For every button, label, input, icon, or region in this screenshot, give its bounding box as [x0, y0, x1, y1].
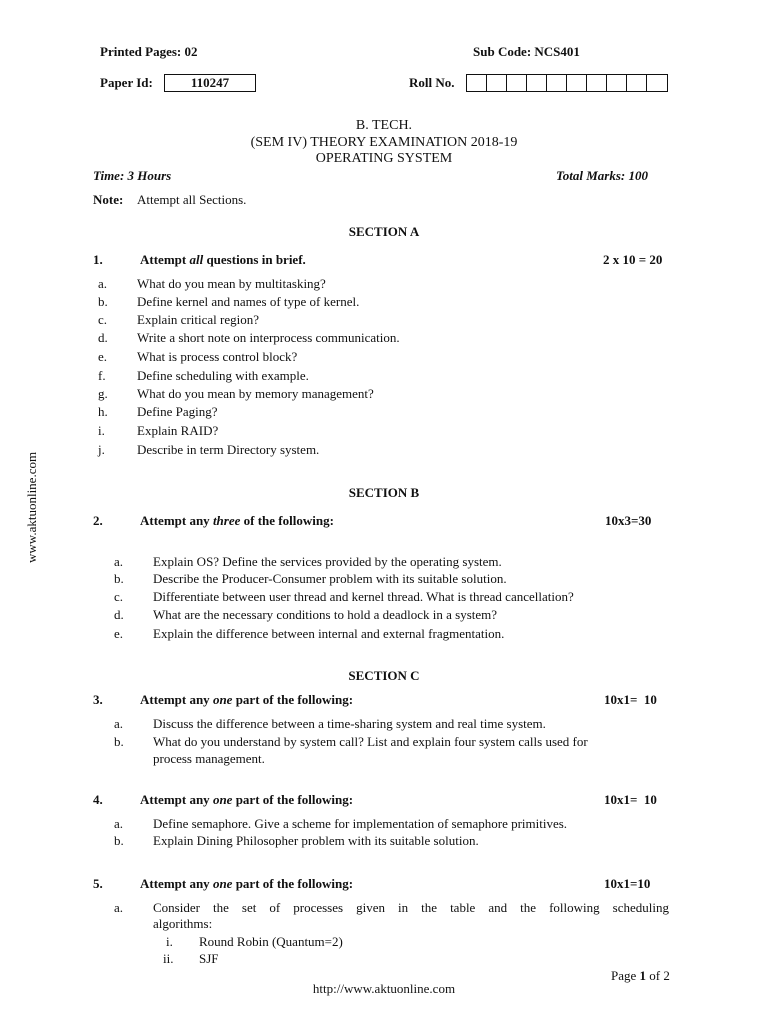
item-letter: i.: [98, 423, 105, 438]
sub-item: SJF: [199, 951, 219, 966]
paper-id-label: Paper Id:: [100, 75, 153, 90]
title-degree: B. TECH.: [355, 118, 413, 133]
item-letter: a.: [114, 816, 124, 831]
title-exam: (SEM IV) THEORY EXAMINATION 2018-19: [250, 135, 518, 150]
item-letter: b.: [98, 294, 108, 309]
q5-marks: 10x1=10: [604, 876, 651, 891]
question-item: What are the necessary conditions to hold a deadlock in a system?: [153, 607, 498, 622]
question-item: Describe in term Directory system.: [137, 442, 320, 457]
question-item: What do you mean by multitasking?: [137, 276, 326, 291]
roll-cell: [487, 75, 507, 91]
q2-number: 2.: [93, 513, 103, 528]
q3-number: 3.: [93, 692, 103, 707]
item-letter: b.: [114, 571, 124, 586]
paper-id-box: 110247: [164, 74, 256, 92]
title-subject: OPERATING SYSTEM: [315, 151, 453, 166]
q5-number: 5.: [93, 876, 103, 891]
q3-instruction: Attempt any one part of the following:: [140, 692, 354, 707]
q5-instruction: Attempt any one part of the following:: [140, 876, 354, 891]
q1-instruction: Attempt all questions in brief.: [140, 252, 306, 267]
roll-cell: [607, 75, 627, 91]
item-letter: a.: [98, 276, 108, 291]
item-letter: b.: [114, 734, 124, 749]
item-letter: f.: [98, 368, 106, 383]
question-item: What do you mean by memory management?: [137, 386, 374, 401]
q2-marks: 10x3=30: [605, 513, 652, 528]
roll-cell: [567, 75, 587, 91]
question-item: Explain critical region?: [137, 312, 260, 327]
question-item: Explain Dining Philosopher problem with its suitable solution.: [153, 833, 479, 848]
section-b-heading: SECTION B: [348, 485, 420, 500]
item-letter: e.: [98, 349, 108, 364]
question-item: Define Paging?: [137, 404, 218, 419]
roll-cell: [647, 75, 667, 91]
q1-marks: 2 x 10 = 20: [603, 252, 663, 267]
item-letter: e.: [114, 626, 124, 641]
footer-url[interactable]: http://www.aktuonline.com: [312, 981, 456, 996]
page-number: Page 1 of 2: [611, 968, 670, 983]
time-allowed: Time: 3 Hours: [93, 168, 172, 183]
item-letter: d.: [98, 330, 108, 345]
roll-no-label: Roll No.: [409, 75, 455, 90]
q1-number: 1.: [93, 252, 103, 267]
question-item: Explain the difference between internal and external fragmentation.: [153, 626, 505, 641]
item-letter: c.: [114, 589, 124, 604]
sub-item: Round Robin (Quantum=2): [199, 934, 343, 949]
section-a-heading: SECTION A: [348, 224, 420, 239]
item-letter: c.: [98, 312, 108, 327]
note-text: Attempt all Sections.: [137, 192, 247, 207]
q3-marks: 10x1= 10: [604, 692, 657, 707]
question-item: Discuss the difference between a time-sharing system and real time system.: [153, 716, 546, 731]
roll-cell: [467, 75, 487, 91]
item-letter: j.: [98, 442, 105, 457]
total-marks: Total Marks: 100: [556, 168, 648, 183]
q4-number: 4.: [93, 792, 103, 807]
side-watermark: www.aktuonline.com: [24, 451, 39, 563]
note-label: Note:: [93, 192, 124, 207]
roll-cell: [627, 75, 647, 91]
question-item: Consider the set of processes given in the table and the following scheduling: [153, 900, 669, 915]
q4-instruction: Attempt any one part of the following:: [140, 792, 354, 807]
q4-marks: 10x1= 10: [604, 792, 657, 807]
roll-cell: [587, 75, 607, 91]
roll-cell: [547, 75, 567, 91]
section-c-heading: SECTION C: [348, 668, 420, 683]
question-item: Define scheduling with example.: [137, 368, 309, 383]
roll-cell: [507, 75, 527, 91]
sub-item-number: i.: [166, 934, 173, 949]
question-item: Differentiate between user thread and kernel thread. What is thread cancellation?: [153, 589, 574, 604]
item-letter: a.: [114, 554, 124, 569]
question-item: What do you understand by system call? List and explain four system calls used for: [153, 734, 588, 749]
q2-instruction: Attempt any three of the following:: [140, 513, 334, 528]
item-letter: b.: [114, 833, 124, 848]
item-letter: h.: [98, 404, 108, 419]
sub-code: Sub Code: NCS401: [473, 44, 580, 59]
item-letter: a.: [114, 900, 124, 915]
question-item: Write a short note on interprocess communication.: [137, 330, 400, 345]
item-letter: d.: [114, 607, 124, 622]
sub-item-number: ii.: [163, 951, 174, 966]
roll-no-boxes: [466, 74, 668, 92]
printed-pages: Printed Pages: 02: [100, 44, 198, 59]
item-letter: g.: [98, 386, 108, 401]
question-item: Explain OS? Define the services provided by the operating system.: [153, 554, 502, 569]
roll-cell: [527, 75, 547, 91]
question-item-continued: algorithms:: [153, 916, 213, 931]
question-item: What is process control block?: [137, 349, 298, 364]
question-item: Define kernel and names of type of kernel.: [137, 294, 360, 309]
question-item: Explain RAID?: [137, 423, 219, 438]
item-letter: a.: [114, 716, 124, 731]
question-item-continued: process management.: [153, 751, 265, 766]
question-item: Describe the Producer-Consumer problem with its suitable solution.: [153, 571, 507, 586]
question-item: Define semaphore. Give a scheme for implementation of semaphore primitives.: [153, 816, 568, 831]
